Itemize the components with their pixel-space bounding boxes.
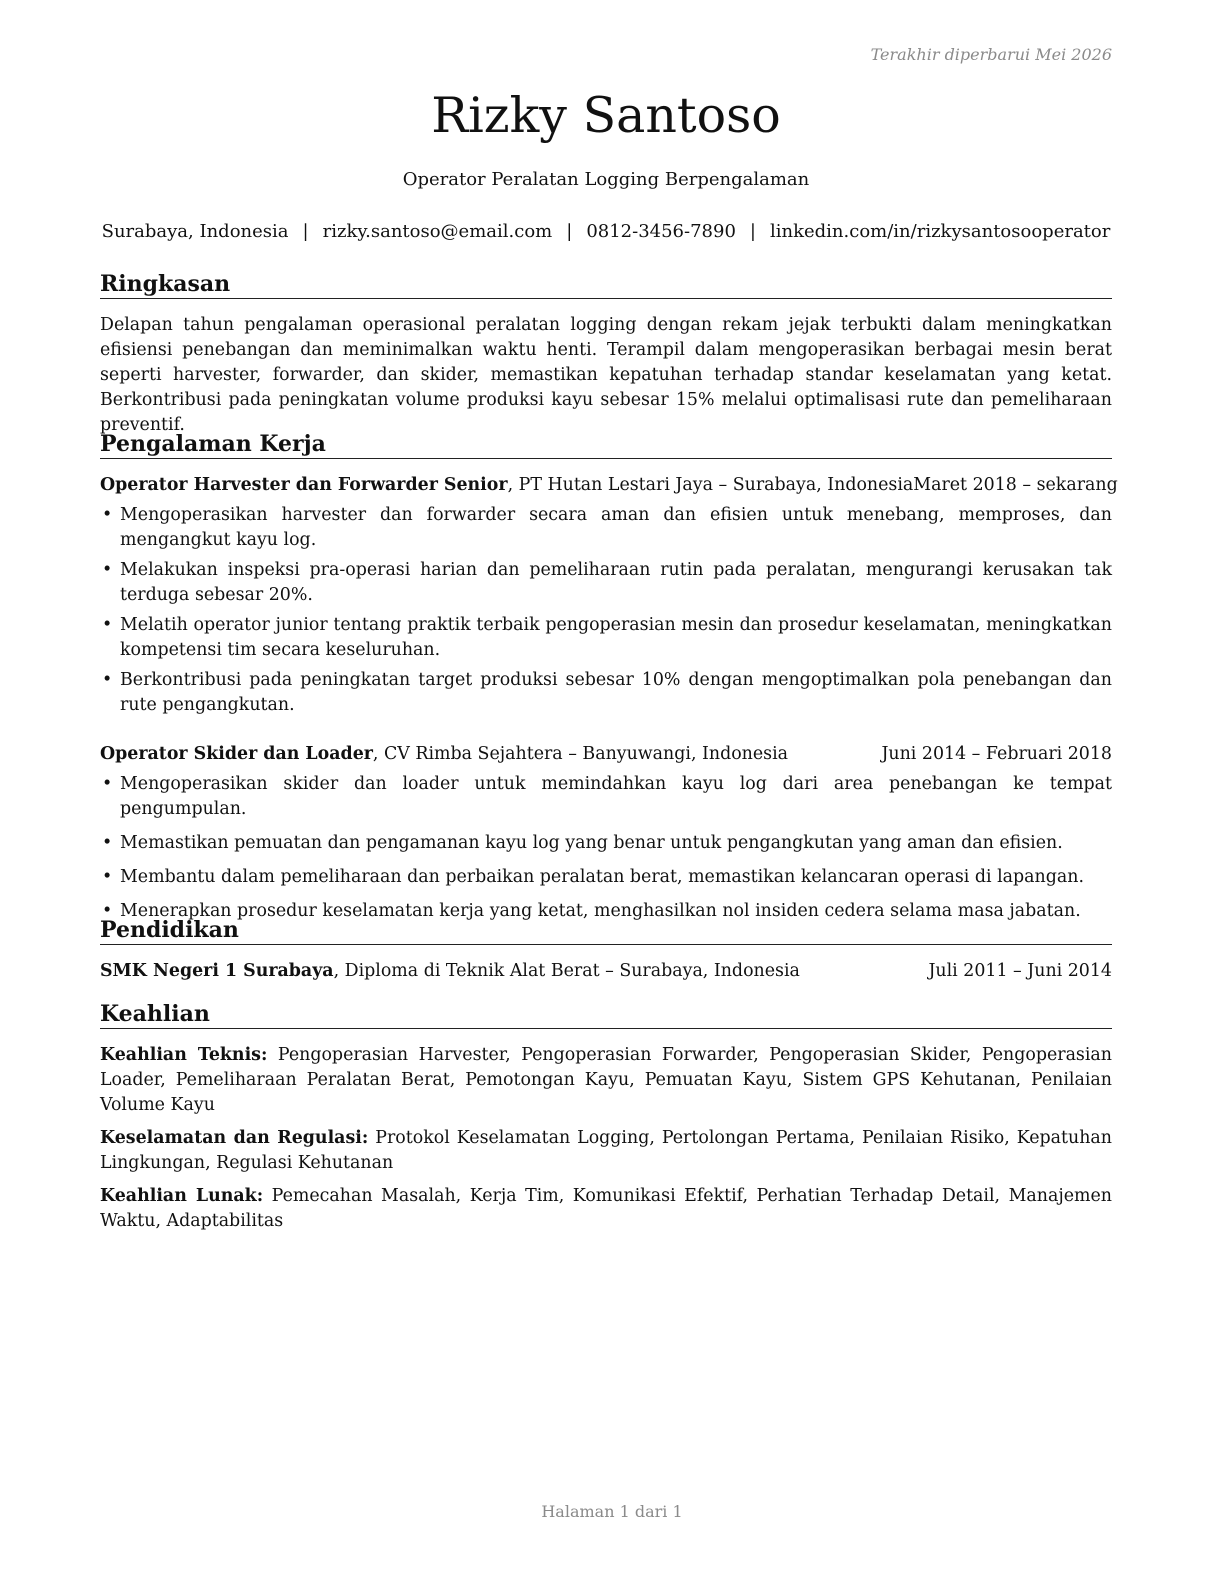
skill-group: [100, 1043, 1112, 1118]
section-title-skills: Keahlian: [100, 1000, 1112, 1029]
bullet-text: Mengoperasikan skider dan loader untuk memindahkan kayu log dari area penebangan ke tempat pengumpulan.: [120, 774, 1112, 819]
job-bullet: [100, 772, 1112, 822]
bullet-text: Mengoperasikan harvester dan forwarder secara aman dan efisien untuk menebang, memproses, dan mengangkut kayu log.: [120, 505, 1112, 550]
bullet-text: Berkontribusi pada peningkatan target produksi sebesar 10% dengan mengoptimalkan pola penebangan dan rute pengangkutan.: [120, 670, 1112, 715]
job-header: [100, 473, 1118, 497]
job-entry: [100, 742, 1112, 933]
job-bullet: [100, 503, 1112, 553]
job-bullet: [100, 831, 1112, 856]
skill-group-items: Pemecahan Masalah, Kerja Tim, Komunikasi Efektif, Perhatian Terhadap Detail, Manajemen Waktu, Adaptabilitas: [100, 1186, 1113, 1231]
bullet-text: Melakukan inspeksi pra-operasi harian dan pemeliharaan rutin pada peralatan, mengurangi kerusakan tak terduga sebesar 20%.: [120, 560, 1112, 605]
education-detail: , Diploma di Teknik Alat Berat – Surabaya, Indonesia: [333, 961, 800, 981]
bullet-icon: •: [102, 901, 113, 921]
job-dates: Maret 2018 – sekarang: [913, 475, 1118, 495]
candidate-headline: Operator Peralatan Logging Berpengalaman: [402, 169, 810, 190]
job-entry: [100, 473, 1118, 718]
education-dates: Juli 2011 – Juni 2014: [928, 961, 1112, 981]
page-footer: Halaman 1 dari 1: [541, 1502, 683, 1521]
skill-group-label: Keahlian Teknis:: [100, 1045, 268, 1065]
bullet-text: Memastikan pemuatan dan pengamanan kayu log yang benar untuk pengangkutan yang aman dan efisien.: [120, 833, 1063, 853]
job-bullet: [100, 613, 1112, 663]
bullet-text: Membantu dalam pemeliharaan dan perbaikan peralatan berat, memastikan kelancaran operasi di lapangan.: [120, 867, 1084, 887]
bullet-icon: •: [102, 615, 113, 635]
job-role: Operator Harvester dan Forwarder Senior: [100, 475, 508, 495]
job-dates: Juni 2014 – Februari 2018: [881, 744, 1112, 764]
job-role: Operator Skider dan Loader: [100, 744, 373, 764]
education-entry: [100, 959, 1112, 983]
job-bullets: [100, 503, 1112, 718]
skill-group-label: Keahlian Lunak:: [100, 1186, 264, 1206]
job-org: , PT Hutan Lestari Jaya – Surabaya, Indonesia: [507, 475, 914, 495]
bullet-text: Menerapkan prosedur keselamatan kerja yang ketat, menghasilkan nol insiden cedera selama masa jabatan.: [120, 901, 1081, 921]
bullet-icon: •: [102, 833, 113, 853]
experience-section: [100, 430, 1118, 723]
bullet-icon: •: [102, 867, 113, 887]
education-section: [100, 916, 1112, 983]
bullet-icon: •: [102, 560, 113, 580]
summary-section: [100, 270, 1112, 438]
job-org: , CV Rimba Sejahtera – Banyuwangi, Indonesia: [372, 744, 789, 764]
section-title-experience: Pengalaman Kerja: [100, 430, 1112, 459]
contact-linkedin[interactable]: linkedin.com/in/rizkysantosooperator: [769, 221, 1111, 242]
bullet-icon: •: [102, 505, 113, 525]
job-header: [100, 742, 1112, 766]
contact-email[interactable]: rizky.santoso@email.com: [322, 221, 553, 242]
job-role-org: [100, 473, 913, 497]
section-title-education: Pendidikan: [100, 916, 1112, 945]
job-bullet: [100, 558, 1112, 608]
bullet-icon: •: [102, 774, 113, 794]
contact-separator: |: [749, 221, 756, 242]
skill-group: [100, 1126, 1112, 1176]
education-school: SMK Negeri 1 Surabaya: [100, 961, 334, 981]
skill-group-items: Protokol Keselamatan Logging, Pertolongan Pertama, Penilaian Risiko, Kepatuhan Lingkungan, Regulasi Kehutanan: [100, 1128, 1112, 1173]
contact-phone[interactable]: 0812-3456-7890: [586, 221, 736, 242]
job-bullet: [100, 865, 1112, 890]
skill-group: [100, 1184, 1112, 1234]
section-title-summary: Ringkasan: [100, 270, 1112, 299]
skills-section: [100, 1000, 1112, 1242]
job-bullet: [100, 668, 1112, 718]
last-updated-note: Terakhir diperbarui Mei 2026: [870, 45, 1112, 64]
bullet-text: Melatih operator junior tentang praktik terbaik pengoperasian mesin dan prosedur keselamatan, meningkatkan kompetensi tim secara keseluruhan.: [120, 615, 1112, 660]
skill-group-items: Pengoperasian Harvester, Pengoperasian Forwarder, Pengoperasian Skider, Pengoperasian Loader, Pemeliharaan Peralatan Berat, Pemotongan Kayu, Pemuatan Kayu, Sistem GPS Kehutanan, Penilaian Volume Kayu: [100, 1045, 1112, 1115]
contact-line: [80, 220, 1132, 244]
job-role-org: [100, 742, 788, 766]
summary-text: Delapan tahun pengalaman operasional peralatan logging dengan rekam jejak terbukti dalam meningkatkan efisiensi penebangan dan meminimalkan waktu henti. Terampil dalam mengoperasikan berbagai mesin berat seperti harvester, forwarder, dan skider, memastikan kepatuhan terhadap standar keselamatan yang ketat. Berkontribusi pada peningkatan volume produksi kayu sebesar 15% melalui optimalisasi rute dan pemeliharaan preventif.: [100, 315, 1112, 435]
contact-separator: |: [302, 221, 309, 242]
bullet-icon: •: [102, 670, 113, 690]
education-school-detail: [100, 959, 800, 983]
skill-group-label: Keselamatan dan Regulasi:: [100, 1128, 369, 1148]
contact-separator: |: [566, 221, 573, 242]
contact-location: Surabaya, Indonesia: [101, 221, 289, 242]
candidate-name: Rizky Santoso: [431, 87, 781, 144]
job-bullets: [100, 772, 1112, 924]
